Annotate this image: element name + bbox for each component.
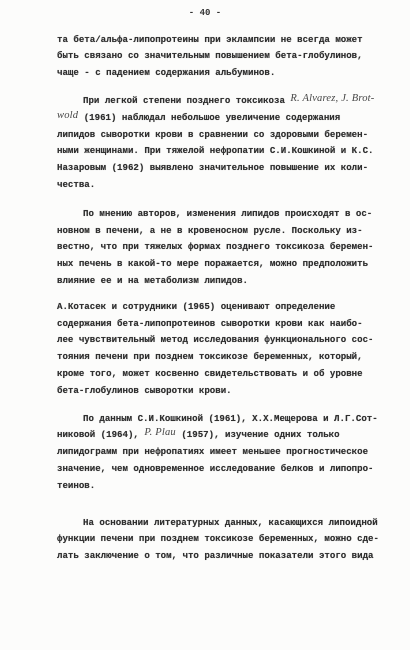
typed-text: При легкой степени позднего токсикоза [83, 94, 285, 106]
text-line: липидов сыворотки крови в сравнении со здоровыми беремен- [57, 128, 369, 140]
paragraph [57, 32, 402, 82]
text-line: липидограмм при нефропатиях имеет меньшее прогностическое [57, 446, 369, 458]
text-line [57, 427, 402, 444]
page-number: - 40 - [188, 8, 222, 18]
paragraph [57, 206, 402, 290]
text-line: лее чувствительный метод исследования функционального сос- [57, 334, 374, 346]
text-line: чества. [57, 178, 96, 190]
paragraph [57, 93, 402, 194]
text-line: тояния печени при позднем токсикозе беременных, который, [57, 351, 363, 363]
text-line [57, 93, 402, 110]
typed-text: (1961) наблюдал небольшое увеличение содержания [83, 111, 341, 123]
text-line: бета-глобулинов сыворотки крови. [57, 384, 232, 396]
handwritten-citation: R. Alvarez, J. Brot- [290, 92, 375, 104]
text-line [57, 110, 402, 127]
text-line: теинов. [57, 479, 96, 491]
text-line: чаще - с падением содержания альбуминов. [57, 67, 276, 79]
text-line: вестно, что при тяжелых формах позднего токсикоза беремен- [57, 241, 374, 253]
text-line: По данным С.И.Кошкиной (1961), Х.Х.Мещерова и Л.Г.Сот- [83, 412, 378, 424]
text-line: ных печень в какой-то мере поражается, можно предположить [57, 258, 369, 270]
paragraph [57, 299, 402, 400]
text-line: кроме того, может косвенно свидетельствовать и об уровне [57, 367, 363, 379]
text-line: быть связано со значительным повышением бета-глобулинов, [57, 50, 363, 62]
text-line: лать заключение о том, что различные показатели этого вида [57, 550, 374, 562]
text-line: содержания бета-липопротеинов сыворотки крови как наибо- [57, 317, 363, 329]
text-line: На основании литературных данных, касающихся липоидной [83, 516, 378, 528]
handwritten-citation: P. Plau [144, 427, 176, 439]
text-line: А.Котасек и сотрудники (1965) оценивают определение [57, 300, 336, 312]
text-line: функции печени при позднем токсикозе беременных, можно сде- [57, 533, 379, 545]
text-line: ными женщинами. При тяжелой нефропатии С.И.Кошкиной и К.С. [57, 145, 374, 157]
paragraph [57, 411, 402, 495]
text-line: влияние ее и на метаболизм липидов. [57, 274, 248, 286]
text-line: та бета/альфа-липопротеины при эклампсии не всегда может [57, 33, 363, 45]
text-line: новном в печени, а не в кровеносном русле. Поскольку из- [57, 224, 363, 236]
body-text [57, 32, 402, 565]
paragraph [57, 515, 402, 565]
handwritten-citation: wold [57, 109, 79, 121]
typed-text: никовой (1964), [57, 429, 139, 441]
text-line: По мнению авторов, изменения липидов происходят в ос- [83, 207, 373, 219]
text-line: значение, чем одновременное исследование белков и липопро- [57, 462, 374, 474]
text-line: Назаровым (1962) выявлено значительное повышение их коли- [57, 162, 369, 174]
typed-text: (1957), изучение одних только [181, 429, 340, 441]
